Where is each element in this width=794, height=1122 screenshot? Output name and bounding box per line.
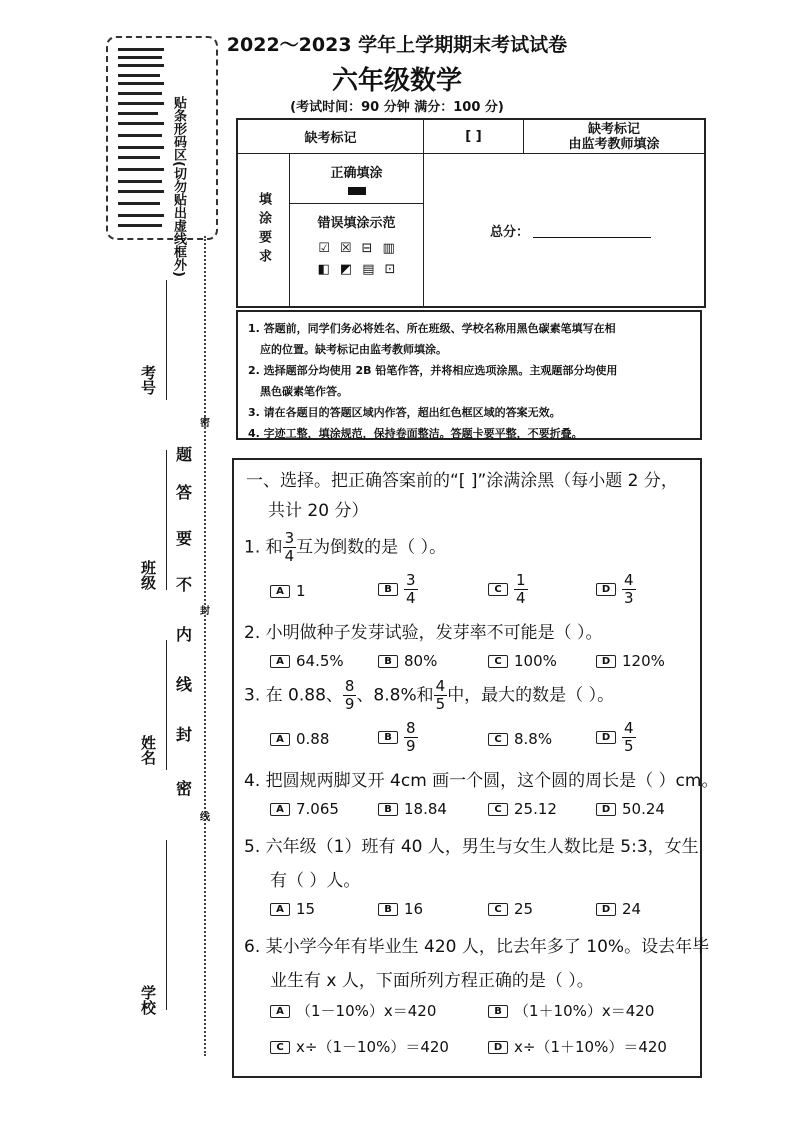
- q3-option-c[interactable]: C 8.8%: [488, 730, 552, 748]
- absent-label: 缺考标记: [238, 120, 424, 154]
- section-heading: 一、选择。把正确答案前的“[ ]”涂满涂黑（每小题 2 分， 共计 20 分）: [246, 471, 678, 521]
- seal-dotted-line: [204, 236, 206, 1056]
- q2-option-b[interactable]: B 80%: [378, 652, 437, 670]
- absent-checkbox[interactable]: [ ]: [424, 120, 524, 154]
- q4-option-a[interactable]: A 7.065: [270, 800, 339, 818]
- filled-bubble-icon: [348, 187, 366, 195]
- question-3: 3. 在 0.88、 $\frac{8}{9}$ 、8.8%和 $\frac{4}{5}$ 中，最大的数是（ ）。: [244, 677, 615, 713]
- note-line: 3. 请在各题目的答题区域内作答，超出红色框区域的答案无效。: [248, 406, 561, 419]
- q5-option-d[interactable]: D 24: [596, 900, 641, 918]
- seal-char-6: 线: [176, 675, 193, 694]
- question-1: 1. 和 $\frac{3}{4}$ 互为倒数的是（ ）。: [244, 529, 447, 565]
- seal-char-5: 内: [176, 625, 193, 644]
- wrong-marks-row-1: ☑ ☒ ⊟ ▥: [318, 241, 395, 256]
- name-line[interactable]: [166, 640, 167, 770]
- barcode-label: 贴条形码区(切勿贴出虚线框外): [171, 96, 186, 277]
- q4-option-d[interactable]: D 50.24: [596, 800, 665, 818]
- q6-option-b[interactable]: B （1＋10%）x＝420: [488, 1000, 654, 1021]
- total-score-line[interactable]: [533, 223, 651, 238]
- seal-char-8: 密: [176, 779, 193, 798]
- q3-option-d[interactable]: D $\frac{4}{5}$: [596, 720, 636, 755]
- q1-option-b[interactable]: B $\frac{3}{4}$: [378, 572, 418, 607]
- absent-note: 缺考标记 由监考教师填涂: [524, 120, 704, 154]
- school-label: 学校: [139, 985, 157, 1015]
- q3-option-b[interactable]: B $\frac{8}{9}$: [378, 720, 418, 755]
- line-mark-3: 线: [200, 812, 210, 823]
- q4-option-c[interactable]: C 25.12: [488, 800, 557, 818]
- q5-option-c[interactable]: C 25: [488, 900, 533, 918]
- class-label: 班级: [139, 560, 157, 590]
- q3-option-a[interactable]: A 0.88: [270, 730, 329, 748]
- seal-char-2: 答: [176, 483, 193, 502]
- q5-option-b[interactable]: B 16: [378, 900, 423, 918]
- q5-option-a[interactable]: A 15: [270, 900, 315, 918]
- line-mark-1: 密: [200, 418, 210, 429]
- seal-char-3: 要: [176, 529, 193, 548]
- line-mark-2: 封: [200, 606, 210, 617]
- total-score-cell: 总分：: [424, 154, 704, 306]
- correct-fill-example: 正确填涂: [290, 154, 424, 204]
- q6-option-a[interactable]: A （1－10%）x＝420: [270, 1000, 436, 1021]
- exam-info: (考试时间：90 分钟 满分：100 分): [290, 100, 504, 115]
- question-2: 2. 小明做种子发芽试验，发芽率不可能是（ ）。: [244, 623, 603, 643]
- question-4: 4. 把圆规两脚叉开 4cm 画一个圆，这个圆的周长是（ ）cm。: [244, 771, 719, 791]
- q2-option-a[interactable]: A 64.5%: [270, 652, 344, 670]
- question-5-line-2: 有（ ）人。: [270, 871, 361, 891]
- note-line: 4. 字迹工整，填涂规范，保持卷面整洁。答题卡要平整，不要折叠。: [248, 427, 583, 440]
- info-table: [236, 118, 706, 308]
- note-line: 应的位置。缺考标记由监考教师填涂。: [260, 343, 447, 356]
- seal-char-4: 不: [176, 575, 193, 594]
- instructions-box: [236, 310, 702, 440]
- note-line: 1. 答题前，同学们务必将姓名、所在班级、学校名称用黑色碳素笔填写在相: [248, 322, 616, 335]
- note-line: 2. 选择题部分均使用 2B 铅笔作答，并将相应选项涂黑。主观题部分均使用: [248, 364, 618, 377]
- note-line: 黑色碳素笔作答。: [260, 385, 348, 398]
- q6-option-c[interactable]: C x÷（1－10%）＝420: [270, 1036, 449, 1057]
- q6-option-d[interactable]: D x÷（1＋10%）＝420: [488, 1036, 667, 1057]
- question-5-line-1: 5. 六年级（1）班有 40 人，男生与女生人数比是 5:3，女生: [244, 837, 699, 857]
- school-line[interactable]: [166, 840, 167, 1010]
- subject-title: 六年级数学: [331, 66, 462, 96]
- q1-option-d[interactable]: D $\frac{4}{3}$: [596, 572, 636, 607]
- wrong-marks-row-2: ◧ ◩ ▤ ⊡: [317, 262, 396, 277]
- seal-char-1: 题: [176, 445, 193, 464]
- seal-char-7: 封: [176, 725, 193, 744]
- question-6-line-2: 业生有 x 人，下面所列方程正确的是（ ）。: [270, 971, 594, 991]
- q1-option-c[interactable]: C $\frac{1}{4}$: [488, 572, 528, 607]
- q2-option-c[interactable]: C 100%: [488, 652, 557, 670]
- exam-title: 2022～2023 学年上学期期末考试试卷: [226, 34, 568, 56]
- q4-option-b[interactable]: B 18.84: [378, 800, 447, 818]
- exam-number-label: 考号: [139, 365, 157, 395]
- class-line[interactable]: [166, 450, 167, 590]
- wrong-fill-example: 错误填涂示范 ☑ ☒ ⊟ ▥ ◧ ◩ ▤ ⊡: [290, 204, 424, 306]
- q1-fraction: $\frac{3}{4}$: [284, 529, 295, 565]
- exam-number-line[interactable]: [166, 280, 167, 400]
- name-label: 姓名: [139, 735, 157, 765]
- q1-option-a[interactable]: A 1: [270, 582, 306, 600]
- question-6-line-1: 6. 某小学今年有毕业生 420 人，比去年多了 10%。设去年毕: [244, 937, 710, 957]
- fill-requirements-label: 填涂要求: [238, 154, 290, 306]
- q2-option-d[interactable]: D 120%: [596, 652, 665, 670]
